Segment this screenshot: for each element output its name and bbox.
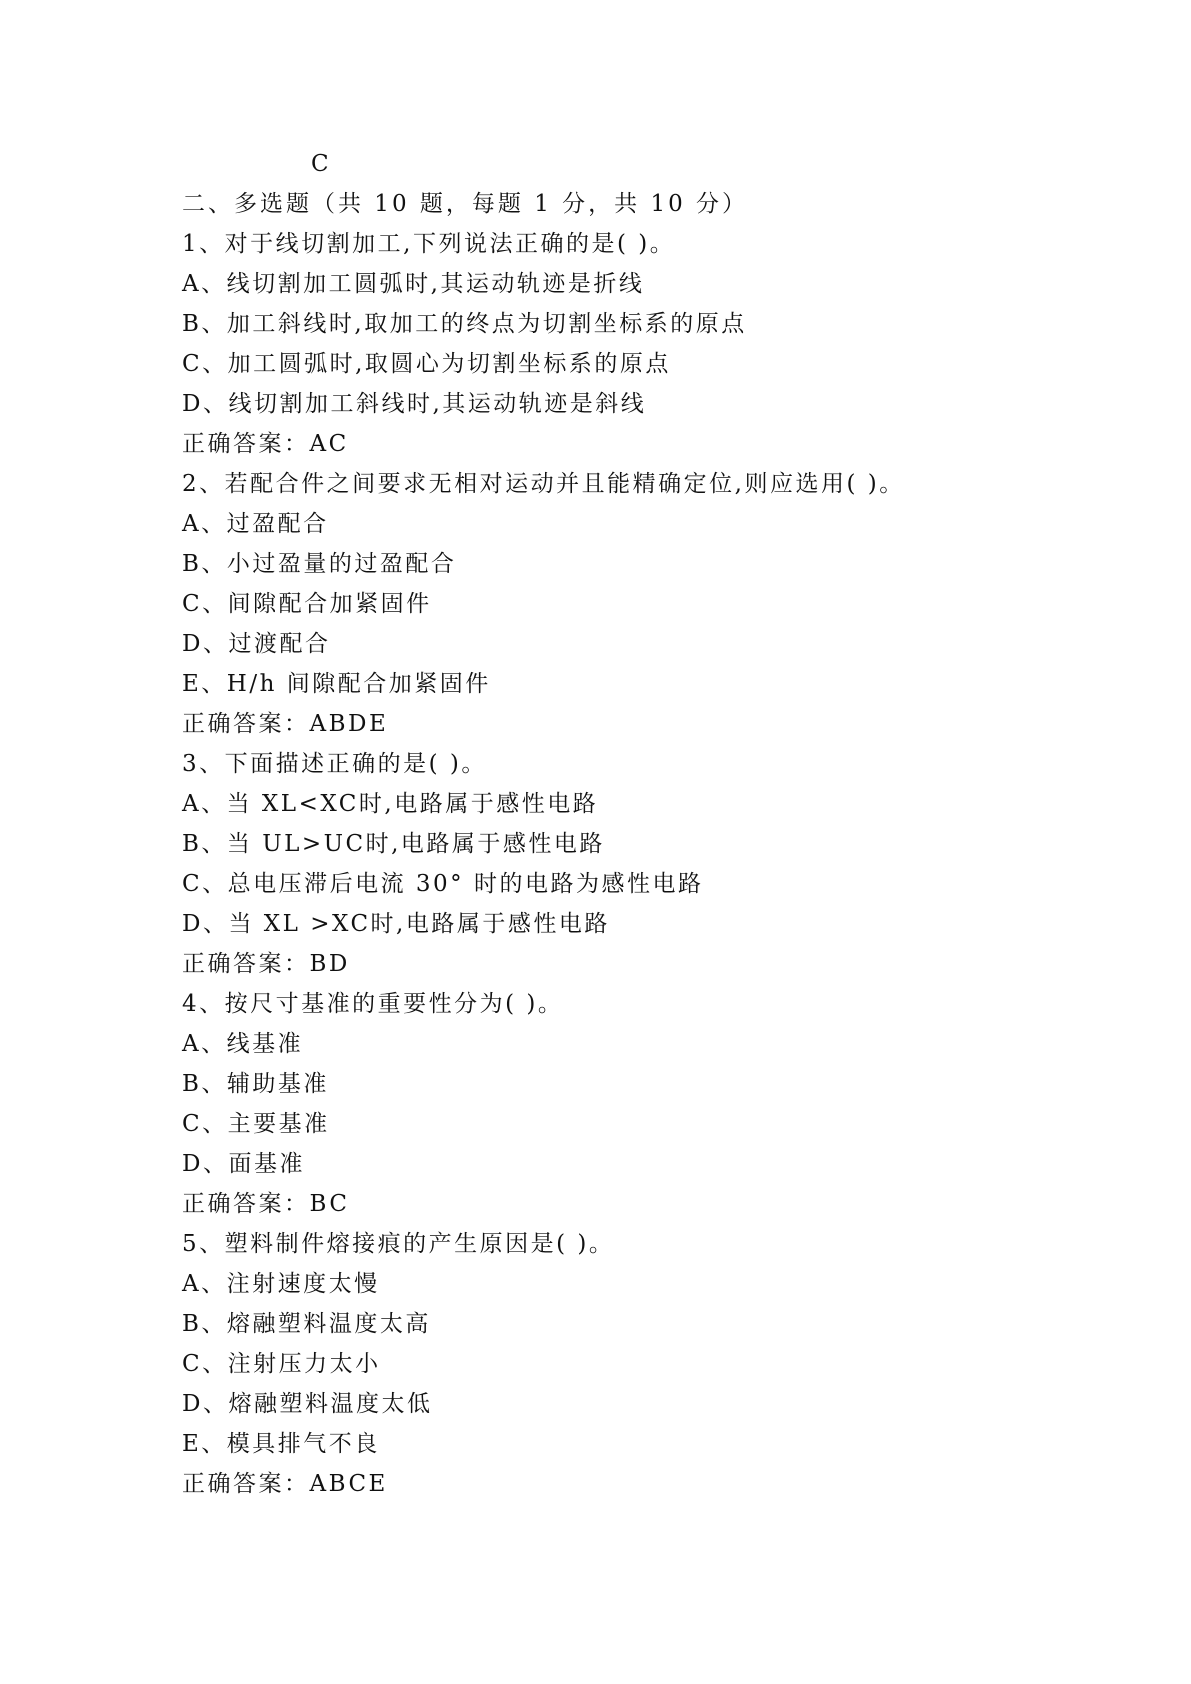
question-1 [182, 224, 1082, 464]
multiple-choice-section [182, 184, 1082, 1504]
option-b: B、辅助基准 [182, 1071, 329, 1097]
option-d: D、熔融塑料温度太低 [182, 1391, 433, 1417]
question-4 [182, 984, 1082, 1224]
question-2 [182, 464, 1082, 744]
option-d: D、面基准 [182, 1151, 305, 1177]
option-a: A、线基准 [182, 1031, 304, 1057]
correct-answer: 正确答案：BD [182, 951, 350, 977]
option-d: D、过渡配合 [182, 631, 331, 657]
question-stem: 3、下面描述正确的是( )。 [182, 751, 487, 777]
option-d: D、线切割加工斜线时,其运动轨迹是斜线 [182, 391, 647, 417]
question-3 [182, 744, 1082, 984]
option-a: A、线切割加工圆弧时,其运动轨迹是折线 [182, 271, 645, 297]
section-title: 二、多选题（共 10 题，每题 1 分，共 10 分） [182, 191, 749, 217]
option-a: A、过盈配合 [182, 511, 329, 537]
question-stem: 4、按尺寸基准的重要性分为( )。 [182, 991, 564, 1017]
option-c: C、主要基准 [182, 1111, 330, 1137]
question-stem: 1、对于线切割加工,下列说法正确的是( )。 [182, 231, 676, 257]
option-e: E、H/h 间隙配合加紧固件 [182, 671, 491, 697]
option-a: A、当 XL<XC时,电路属于感性电路 [182, 791, 599, 817]
option-c: C、间隙配合加紧固件 [182, 591, 432, 617]
correct-answer: 正确答案：BC [182, 1191, 350, 1217]
correct-answer: 正确答案：ABDE [182, 711, 389, 737]
option-c: C、总电压滞后电流 30° 时的电路为感性电路 [182, 871, 704, 897]
option-d: D、当 XL >XC时,电路属于感性电路 [182, 911, 610, 937]
question-stem: 5、塑料制件熔接痕的产生原因是( )。 [182, 1231, 615, 1257]
question-stem: 2、若配合件之间要求无相对运动并且能精确定位,则应选用( )。 [182, 471, 905, 497]
correct-answer: 正确答案：AC [182, 431, 349, 457]
correct-answer: 正确答案：ABCE [182, 1471, 388, 1497]
previous-answer-fragment: C [311, 151, 330, 177]
option-c: C、注射压力太小 [182, 1351, 381, 1377]
option-b: B、小过盈量的过盈配合 [182, 551, 457, 577]
option-b: B、熔融塑料温度太高 [182, 1311, 431, 1337]
option-e: E、模具排气不良 [182, 1431, 380, 1457]
option-b: B、当 UL>UC时,电路属于感性电路 [182, 831, 605, 857]
option-a: A、注射速度太慢 [182, 1271, 380, 1297]
option-b: B、加工斜线时,取加工的终点为切割坐标系的原点 [182, 311, 747, 337]
option-c: C、加工圆弧时,取圆心为切割坐标系的原点 [182, 351, 671, 377]
question-5 [182, 1224, 1082, 1504]
